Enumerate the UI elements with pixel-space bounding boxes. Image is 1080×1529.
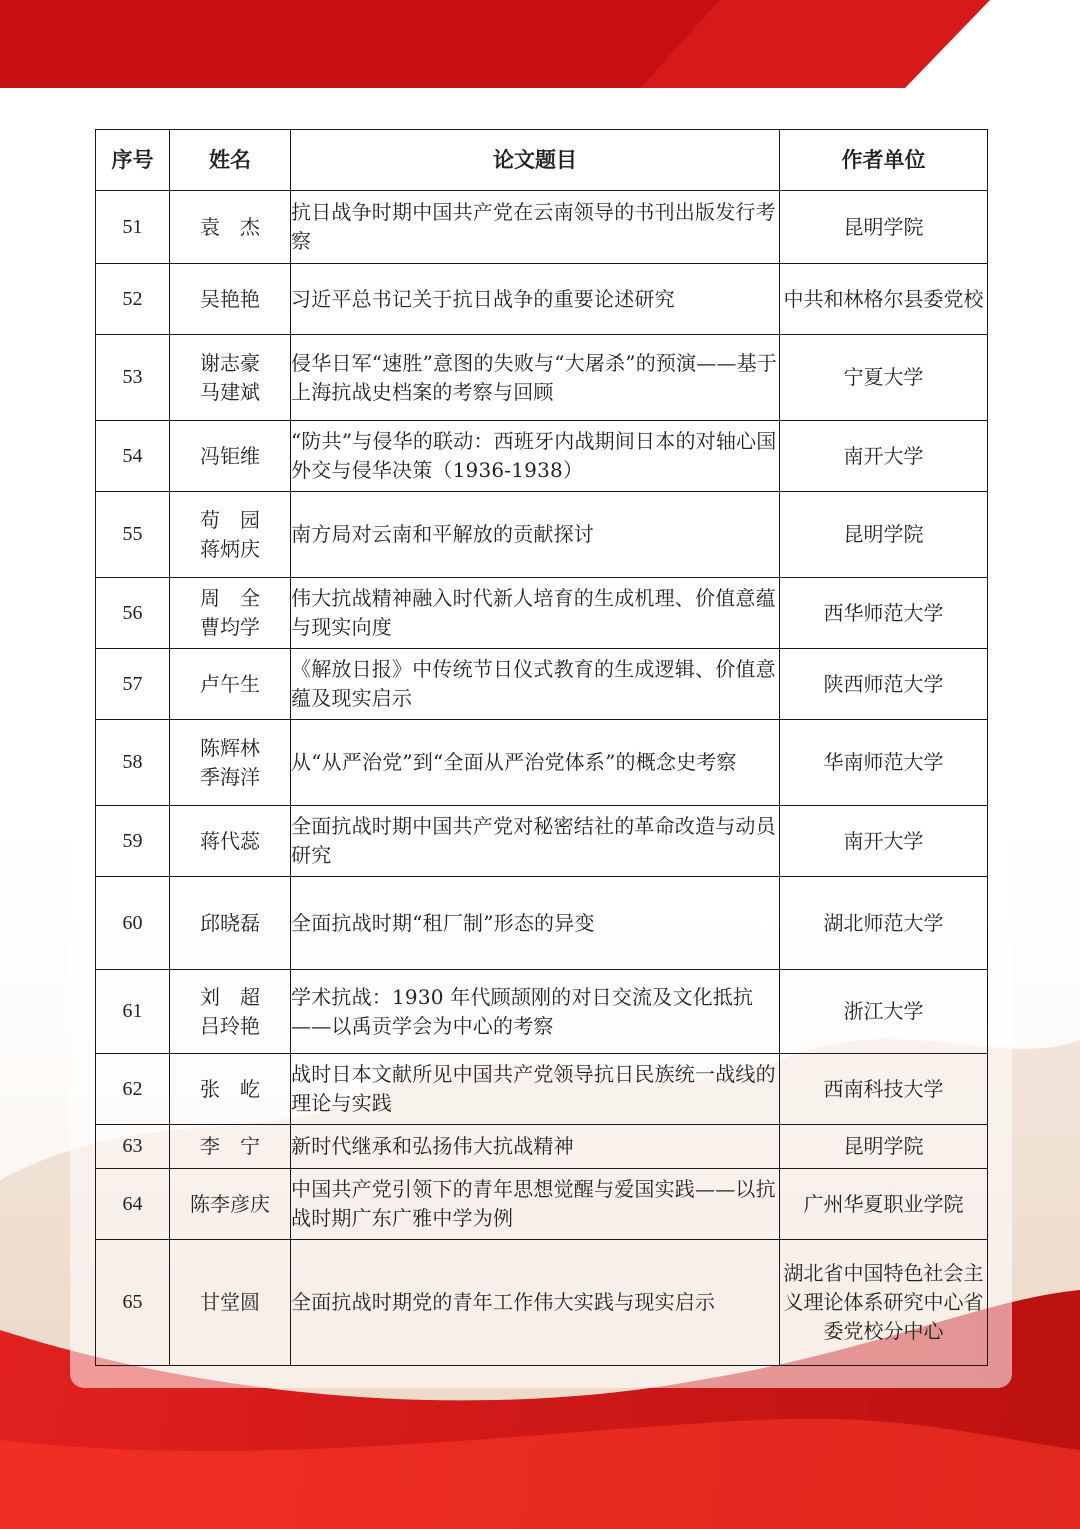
row-no: 63 <box>96 1125 170 1169</box>
row-no: 62 <box>96 1054 170 1125</box>
row-no: 55 <box>96 492 170 578</box>
author-name: 吕玲艳 <box>200 1013 260 1038</box>
row-no: 52 <box>96 264 170 335</box>
row-title: 侵华日军“速胜”意图的失败与“大屠杀”的预演——基于上海抗战史档案的考察与回顾 <box>291 335 780 421</box>
row-unit: 昆明学院 <box>780 1125 988 1169</box>
author-name: 卢午生 <box>200 671 260 696</box>
row-unit: 西华师范大学 <box>780 578 988 649</box>
table-row <box>96 264 988 335</box>
author-name: 甘堂圆 <box>200 1290 260 1314</box>
row-unit: 广州华夏职业学院 <box>780 1169 988 1240</box>
header-unit: 作者单位 <box>780 130 988 191</box>
table-row <box>96 421 988 492</box>
row-title: 抗日战争时期中国共产党在云南领导的书刊出版发行考察 <box>291 191 780 264</box>
row-unit: 中共和林格尔县委党校 <box>780 264 988 335</box>
row-title: 南方局对云南和平解放的贡献探讨 <box>291 492 780 578</box>
table-row <box>96 970 988 1054</box>
author-name: 谢志豪 <box>200 350 260 375</box>
row-no: 64 <box>96 1169 170 1240</box>
row-title: 伟大抗战精神融入时代新人培育的生成机理、价值意蕴与现实向度 <box>291 578 780 649</box>
header-no: 序号 <box>96 130 170 191</box>
row-unit: 南开大学 <box>780 421 988 492</box>
papers-table <box>95 129 988 1366</box>
row-no: 57 <box>96 649 170 720</box>
table-header-row <box>96 130 988 191</box>
row-no: 51 <box>96 191 170 264</box>
author-name: 苟 园 <box>200 507 260 532</box>
row-title: 战时日本文献所见中国共产党领导抗日民族统一战线的理论与实践 <box>291 1054 780 1125</box>
table-row <box>96 877 988 970</box>
row-title: 《解放日报》中传统节日仪式教育的生成逻辑、价值意蕴及现实启示 <box>291 649 780 720</box>
row-unit: 陕西师范大学 <box>780 649 988 720</box>
author-name: 冯钜维 <box>200 443 260 468</box>
table-row <box>96 578 988 649</box>
table-row <box>96 806 988 877</box>
table-row <box>96 335 988 421</box>
row-unit: 湖北师范大学 <box>780 877 988 970</box>
table-row <box>96 649 988 720</box>
author-name: 马建斌 <box>200 379 260 404</box>
author-name: 刘 超 <box>200 984 260 1009</box>
row-title: 习近平总书记关于抗日战争的重要论述研究 <box>291 264 780 335</box>
author-name: 邱晓磊 <box>200 910 260 935</box>
row-names <box>170 191 291 264</box>
row-no: 59 <box>96 806 170 877</box>
author-name: 蒋代蕊 <box>200 828 260 853</box>
table-row <box>96 1240 988 1366</box>
row-names <box>170 1054 291 1125</box>
row-title: 从“从严治党”到“全面从严治党体系”的概念史考察 <box>291 720 780 806</box>
row-no: 61 <box>96 970 170 1054</box>
header-title: 论文题目 <box>291 130 780 191</box>
row-no: 65 <box>96 1240 170 1366</box>
row-unit: 昆明学院 <box>780 191 988 264</box>
row-unit: 南开大学 <box>780 806 988 877</box>
row-title: 新时代继承和弘扬伟大抗战精神 <box>291 1125 780 1169</box>
row-names <box>170 578 291 649</box>
author-name: 李 宁 <box>200 1134 260 1158</box>
author-name: 曹均学 <box>200 615 260 639</box>
row-unit: 宁夏大学 <box>780 335 988 421</box>
table-row <box>96 1125 988 1169</box>
row-names <box>170 970 291 1054</box>
row-no: 58 <box>96 720 170 806</box>
row-names <box>170 1240 291 1366</box>
author-name: 蒋炳庆 <box>200 536 260 561</box>
row-title: 学术抗战：1930 年代顾颉刚的对日交流及文化抵抗——以禹贡学会为中心的考察 <box>291 970 780 1054</box>
row-names <box>170 649 291 720</box>
author-name: 吴艳艳 <box>200 286 260 311</box>
row-unit: 湖北省中国特色社会主义理论体系研究中心省委党校分中心 <box>780 1240 988 1366</box>
author-name: 袁 杰 <box>200 214 260 239</box>
row-title: 中国共产党引领下的青年思想觉醒与爱国实践——以抗战时期广东广雅中学为例 <box>291 1169 780 1240</box>
author-name: 陈李彦庆 <box>190 1191 270 1216</box>
row-names <box>170 264 291 335</box>
row-title: 全面抗战时期党的青年工作伟大实践与现实启示 <box>291 1240 780 1366</box>
row-names <box>170 806 291 877</box>
top-red-banner <box>0 0 1080 100</box>
header-name: 姓名 <box>170 130 291 191</box>
author-name: 季海洋 <box>200 764 260 789</box>
row-names <box>170 877 291 970</box>
row-title: 全面抗战时期“租厂制”形态的异变 <box>291 877 780 970</box>
row-no: 56 <box>96 578 170 649</box>
table-row <box>96 492 988 578</box>
row-unit: 昆明学院 <box>780 492 988 578</box>
row-no: 60 <box>96 877 170 970</box>
row-names <box>170 335 291 421</box>
row-names <box>170 720 291 806</box>
row-names <box>170 492 291 578</box>
row-no: 54 <box>96 421 170 492</box>
row-names <box>170 1125 291 1169</box>
row-no: 53 <box>96 335 170 421</box>
author-name: 张 屹 <box>200 1076 260 1101</box>
author-name: 周 全 <box>200 586 260 610</box>
row-title: 全面抗战时期中国共产党对秘密结社的革命改造与动员研究 <box>291 806 780 877</box>
author-name: 陈辉林 <box>200 735 260 760</box>
row-unit: 浙江大学 <box>780 970 988 1054</box>
table-row <box>96 191 988 264</box>
row-unit: 华南师范大学 <box>780 720 988 806</box>
table-row <box>96 1169 988 1240</box>
row-names <box>170 1169 291 1240</box>
row-unit: 西南科技大学 <box>780 1054 988 1125</box>
row-title: “防共”与侵华的联动：西班牙内战期间日本的对轴心国外交与侵华决策（1936-1938） <box>291 421 780 492</box>
row-names <box>170 421 291 492</box>
table-row <box>96 1054 988 1125</box>
table-row <box>96 720 988 806</box>
